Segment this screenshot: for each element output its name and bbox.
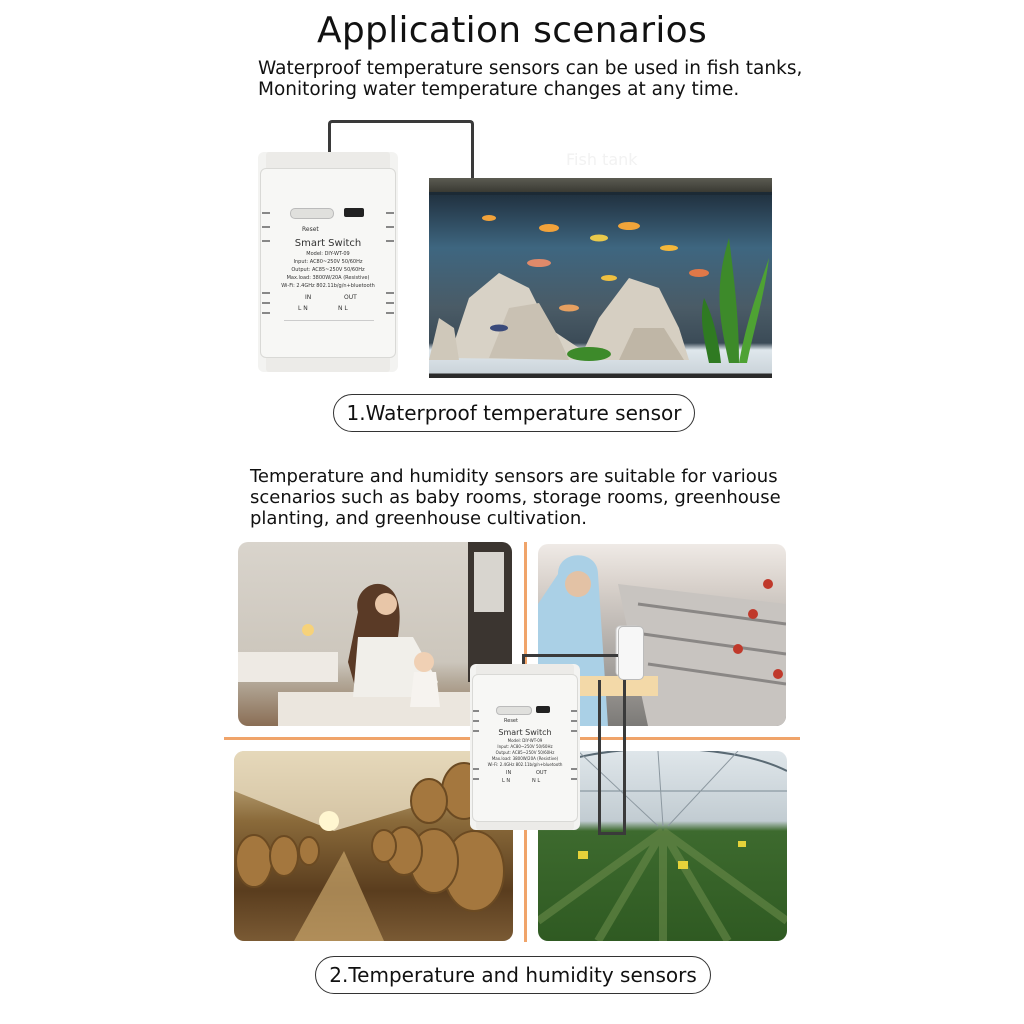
out-terminals-2: N L (532, 778, 541, 784)
device-output-2: Output: AC85~250V 50/60Hz (495, 750, 555, 755)
fish-tank-watermark: Fish tank (566, 150, 638, 169)
in-terminals: L N (298, 305, 308, 312)
sensor-cable-2-left (598, 680, 601, 834)
sensor-description: Temperature and humidity sensors are suitable for various scenarios such as baby rooms, storage rooms, greenhouse planting, and greenhouse cultivation. (250, 466, 781, 529)
in-terminals-2: L N (502, 778, 511, 784)
reset-label-2: Reset (504, 718, 518, 724)
smart-switch-device (258, 152, 398, 372)
out-terminals: N L (338, 305, 348, 312)
reset-button-2 (496, 706, 532, 715)
page-title: Application scenarios (316, 10, 708, 51)
device-model-2: Model: DIY-WT-09 (507, 738, 543, 743)
device-maxload: Max.load: 3800W/20A (Resistive) (286, 275, 370, 281)
device-wifi: Wi-Fi: 2.4GHz 802.11b/g/n+bluetooth (281, 283, 375, 289)
in-label: IN (305, 294, 312, 301)
device-wifi-2: Wi-Fi: 2.4GHz 802.11b/g/n+bluetooth (487, 762, 563, 767)
reset-button (290, 208, 334, 219)
wifi-led-2 (536, 706, 550, 713)
device-name-2: Smart Switch (498, 728, 552, 737)
fish-tank-description: Waterproof temperature sensors can be used in fish tanks, Monitoring water temperature changes at any time. (258, 58, 803, 100)
sensor-cable-2-bottom (598, 832, 626, 835)
device-model: Model: DIY-WT-09 (306, 251, 350, 257)
device-name: Smart Switch (294, 238, 362, 249)
out-label-2: OUT (536, 770, 547, 776)
out-label: OUT (344, 294, 357, 301)
scenario2-label: 2.Temperature and humidity sensors (315, 956, 711, 994)
in-label-2: IN (506, 770, 512, 776)
device-maxload-2: Max.load: 3800W/20A (Resistive) (491, 756, 559, 761)
smart-switch-device-2 (470, 664, 580, 830)
scenario1-label: 1.Waterproof temperature sensor (333, 394, 695, 432)
sensor-cable-2-drop (623, 654, 626, 834)
terminal-cover (284, 320, 374, 355)
wifi-led (344, 208, 364, 217)
fish-tank-photo (429, 178, 772, 378)
device-output: Output: AC85~250V 50/60Hz (291, 267, 365, 273)
device-input-2: Input: AC80~250V 50/60Hz (497, 744, 553, 749)
humidity-sensor-probe (618, 626, 644, 680)
device-input: Input: AC80~250V 50/60Hz (293, 259, 363, 265)
reset-label: Reset (302, 226, 319, 233)
